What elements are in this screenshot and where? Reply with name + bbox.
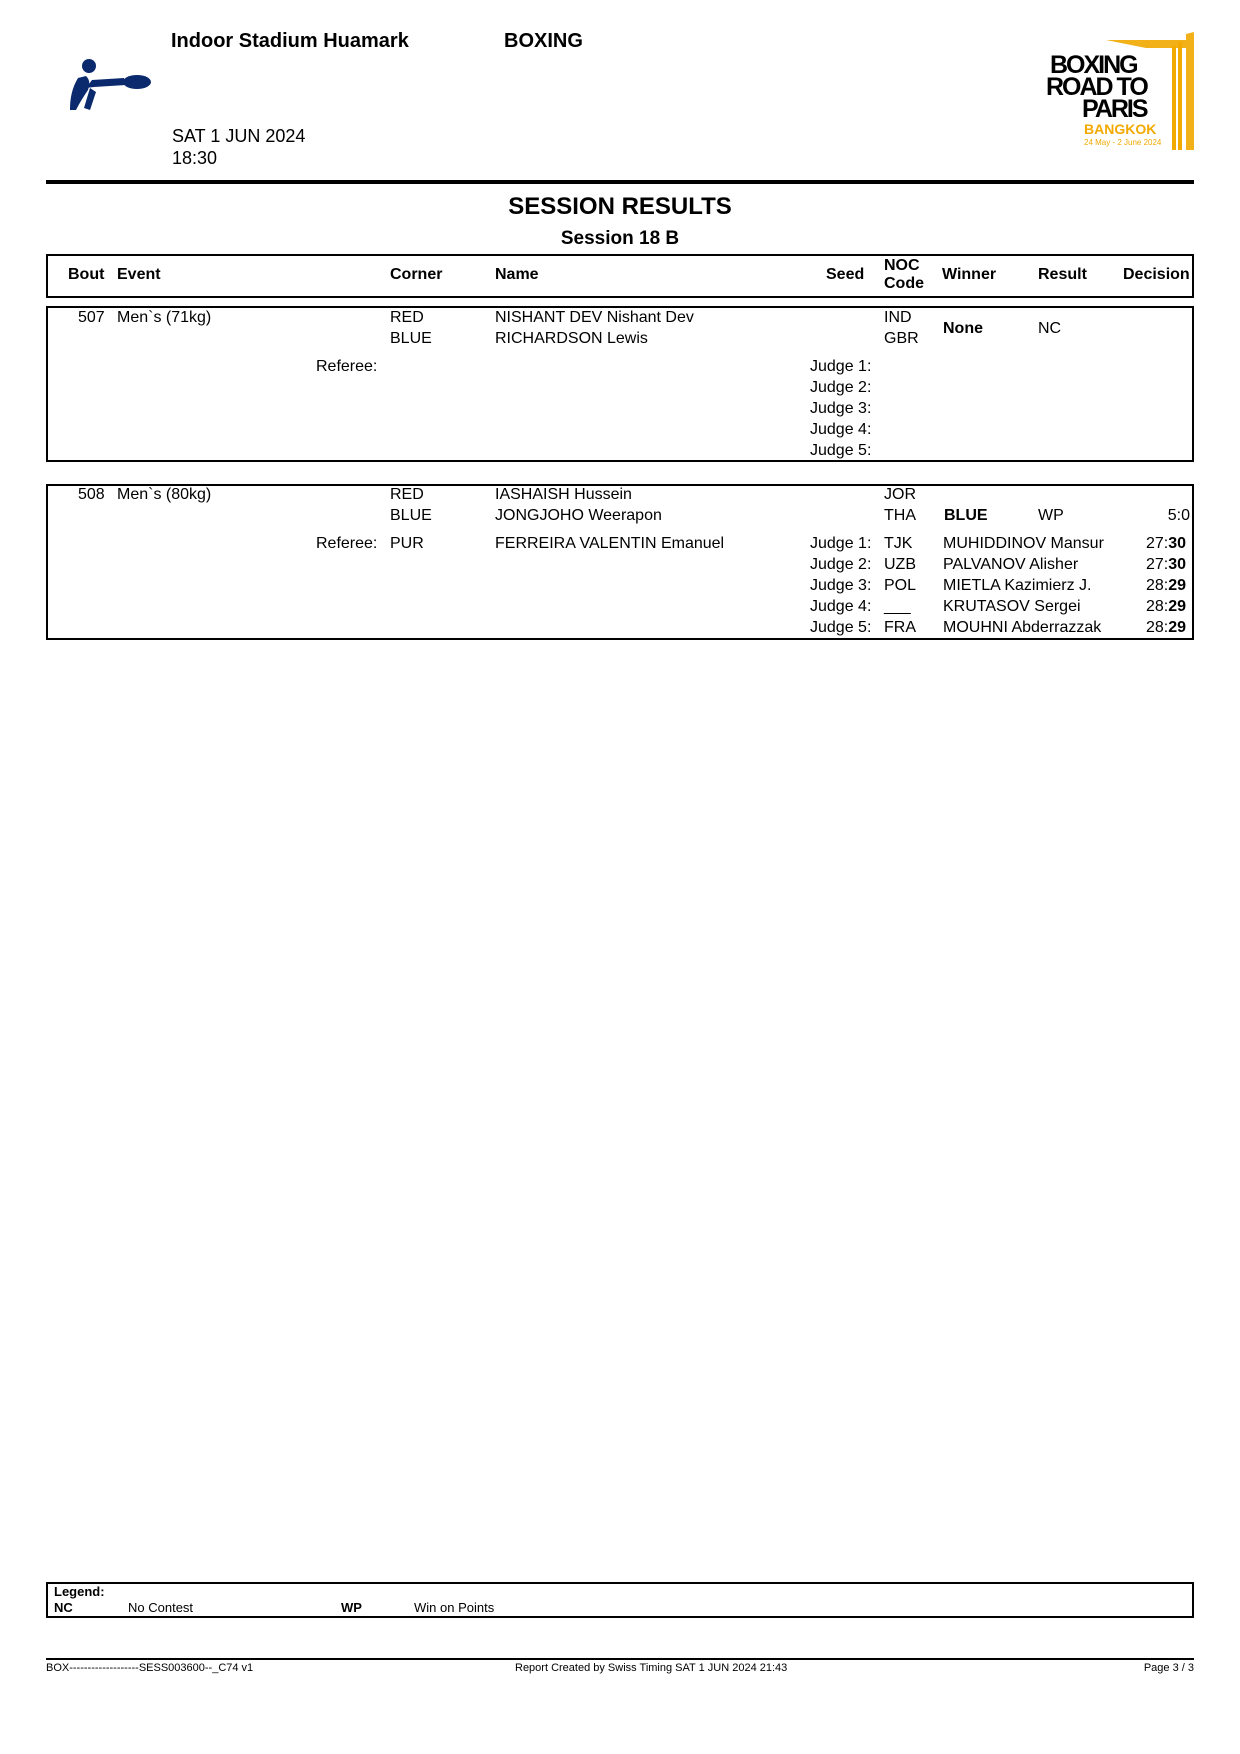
- judge-2-score: [1146, 556, 1186, 574]
- page-title: SESSION RESULTS: [508, 193, 732, 220]
- col-seed: Seed: [826, 266, 865, 283]
- legend-code-wp: WP: [341, 1600, 362, 1615]
- judge-2-score-red: 27:: [1146, 556, 1169, 573]
- judge-1-label: Judge 1:: [810, 535, 872, 552]
- judge-4-score: [1146, 598, 1186, 616]
- legend-code-nc: NC: [54, 1600, 73, 1615]
- judge-1-score: [1146, 535, 1186, 553]
- judge-4-score-red: 28:: [1146, 598, 1169, 615]
- judge-3-score: [1146, 577, 1186, 595]
- legend-title: Legend:: [54, 1584, 105, 1599]
- judge-4-noc: ___: [884, 598, 911, 615]
- col-bout: Bout: [68, 266, 105, 283]
- judge-4-label: Judge 4:: [810, 421, 872, 438]
- legend-text-nc: No Contest: [128, 1600, 194, 1615]
- col-noc-line2: Code: [884, 275, 924, 292]
- col-name: Name: [495, 266, 539, 283]
- winner-value: BLUE: [944, 507, 988, 524]
- referee-label: Referee:: [316, 358, 378, 375]
- logo-line-3: PARIS: [1082, 95, 1147, 123]
- header-rule: [46, 180, 1194, 184]
- judge-3-score-blue: 29: [1168, 577, 1187, 594]
- logo-line-5: 24 May - 2 June 2024: [1084, 138, 1162, 147]
- venue-name: Indoor Stadium Huamark: [171, 30, 409, 52]
- logo-line-2: ROAD TO: [1046, 73, 1147, 101]
- blue-corner-label: BLUE: [390, 330, 432, 347]
- judge-3-label: Judge 3:: [810, 400, 872, 417]
- footer-report-code: BOX-------------------SESS003600--_C74 v1: [46, 1662, 254, 1674]
- judge-3-name: MIETLA Kazimierz J.: [943, 577, 1092, 594]
- col-corner: Corner: [390, 266, 443, 283]
- boxing-road-to-paris-logo: [1046, 32, 1196, 152]
- judge-2-label: Judge 2:: [810, 379, 872, 396]
- judge-1-name: MUHIDDINOV Mansur: [943, 535, 1104, 552]
- footer-created-by: Report Created by Swiss Timing SAT 1 JUN 2024 21:43: [515, 1662, 788, 1674]
- footer-rule: [46, 1658, 1194, 1660]
- judge-3-score-red: 28:: [1146, 577, 1169, 594]
- winner-value: None: [943, 320, 983, 337]
- footer-page-number: Page 3 / 3: [1143, 1662, 1194, 1674]
- logo-line-1: BOXING: [1050, 51, 1137, 79]
- column-header-row: [46, 254, 1194, 298]
- judge-5-name: MOUHNI Abderrazzak: [943, 619, 1102, 636]
- col-noc-line1: NOC: [884, 257, 920, 274]
- legend-text-wp: Win on Points: [414, 1600, 495, 1615]
- judge-3-label: Judge 3:: [810, 577, 872, 594]
- red-corner-label: RED: [390, 309, 424, 326]
- referee-label: Referee:: [316, 535, 378, 552]
- col-event: Event: [117, 266, 161, 283]
- bout-event: Men`s (80kg): [117, 486, 212, 503]
- session-date: SAT 1 JUN 2024: [172, 126, 306, 146]
- page-subtitle: Session 18 B: [560, 228, 680, 249]
- bout-event: Men`s (71kg): [117, 309, 212, 326]
- boxing-pictogram-icon: [64, 58, 156, 114]
- decision-value: 5:0: [1167, 507, 1190, 524]
- judge-5-score-red: 28:: [1146, 619, 1169, 636]
- judge-5-score-blue: 29: [1168, 619, 1187, 636]
- judge-1-score-red: 27:: [1146, 535, 1169, 552]
- legend-box: [46, 1582, 1194, 1618]
- judge-1-label: Judge 1:: [810, 358, 872, 375]
- col-decision: Decision: [1123, 266, 1190, 283]
- red-boxer-name: NISHANT DEV Nishant Dev: [495, 309, 694, 326]
- red-boxer-name: IASHAISH Hussein: [495, 486, 632, 503]
- judge-3-noc: POL: [884, 577, 917, 594]
- col-result: Result: [1038, 266, 1087, 283]
- judge-2-score-blue: 30: [1168, 556, 1187, 573]
- blue-boxer-name: JONGJOHO Weerapon: [495, 507, 662, 524]
- blue-noc-code: GBR: [884, 330, 919, 347]
- blue-corner-label: BLUE: [390, 507, 432, 524]
- judge-5-noc: FRA: [884, 619, 916, 636]
- referee-name: FERREIRA VALENTIN Emanuel: [495, 535, 725, 552]
- judge-2-noc: UZB: [884, 556, 916, 573]
- logo-line-4: BANGKOK: [1084, 121, 1157, 137]
- result-value: NC: [1038, 320, 1062, 337]
- red-noc-code: JOR: [884, 486, 916, 503]
- blue-boxer-name: RICHARDSON Lewis: [495, 330, 648, 347]
- red-noc-code: IND: [884, 309, 912, 326]
- bout-number: 507: [78, 309, 105, 326]
- judge-5-label: Judge 5:: [810, 619, 872, 636]
- judge-2-label: Judge 2:: [810, 556, 872, 573]
- judge-5-label: Judge 5:: [810, 442, 872, 459]
- judge-5-score: [1146, 619, 1186, 637]
- judge-2-name: PALVANOV Alisher: [943, 556, 1079, 573]
- judge-4-label: Judge 4:: [810, 598, 872, 615]
- result-value: WP: [1038, 507, 1064, 524]
- sport-name: BOXING: [504, 30, 583, 52]
- judge-4-name: KRUTASOV Sergei: [943, 598, 1081, 615]
- judge-4-score-blue: 29: [1168, 598, 1187, 615]
- bout-number: 508: [78, 486, 105, 503]
- judge-1-noc: TJK: [884, 535, 913, 552]
- blue-noc-code: THA: [884, 507, 916, 524]
- judge-1-score-blue: 30: [1168, 535, 1187, 552]
- session-time: 18:30: [172, 148, 218, 168]
- col-winner: Winner: [942, 266, 997, 283]
- referee-noc: PUR: [390, 535, 424, 552]
- red-corner-label: RED: [390, 486, 424, 503]
